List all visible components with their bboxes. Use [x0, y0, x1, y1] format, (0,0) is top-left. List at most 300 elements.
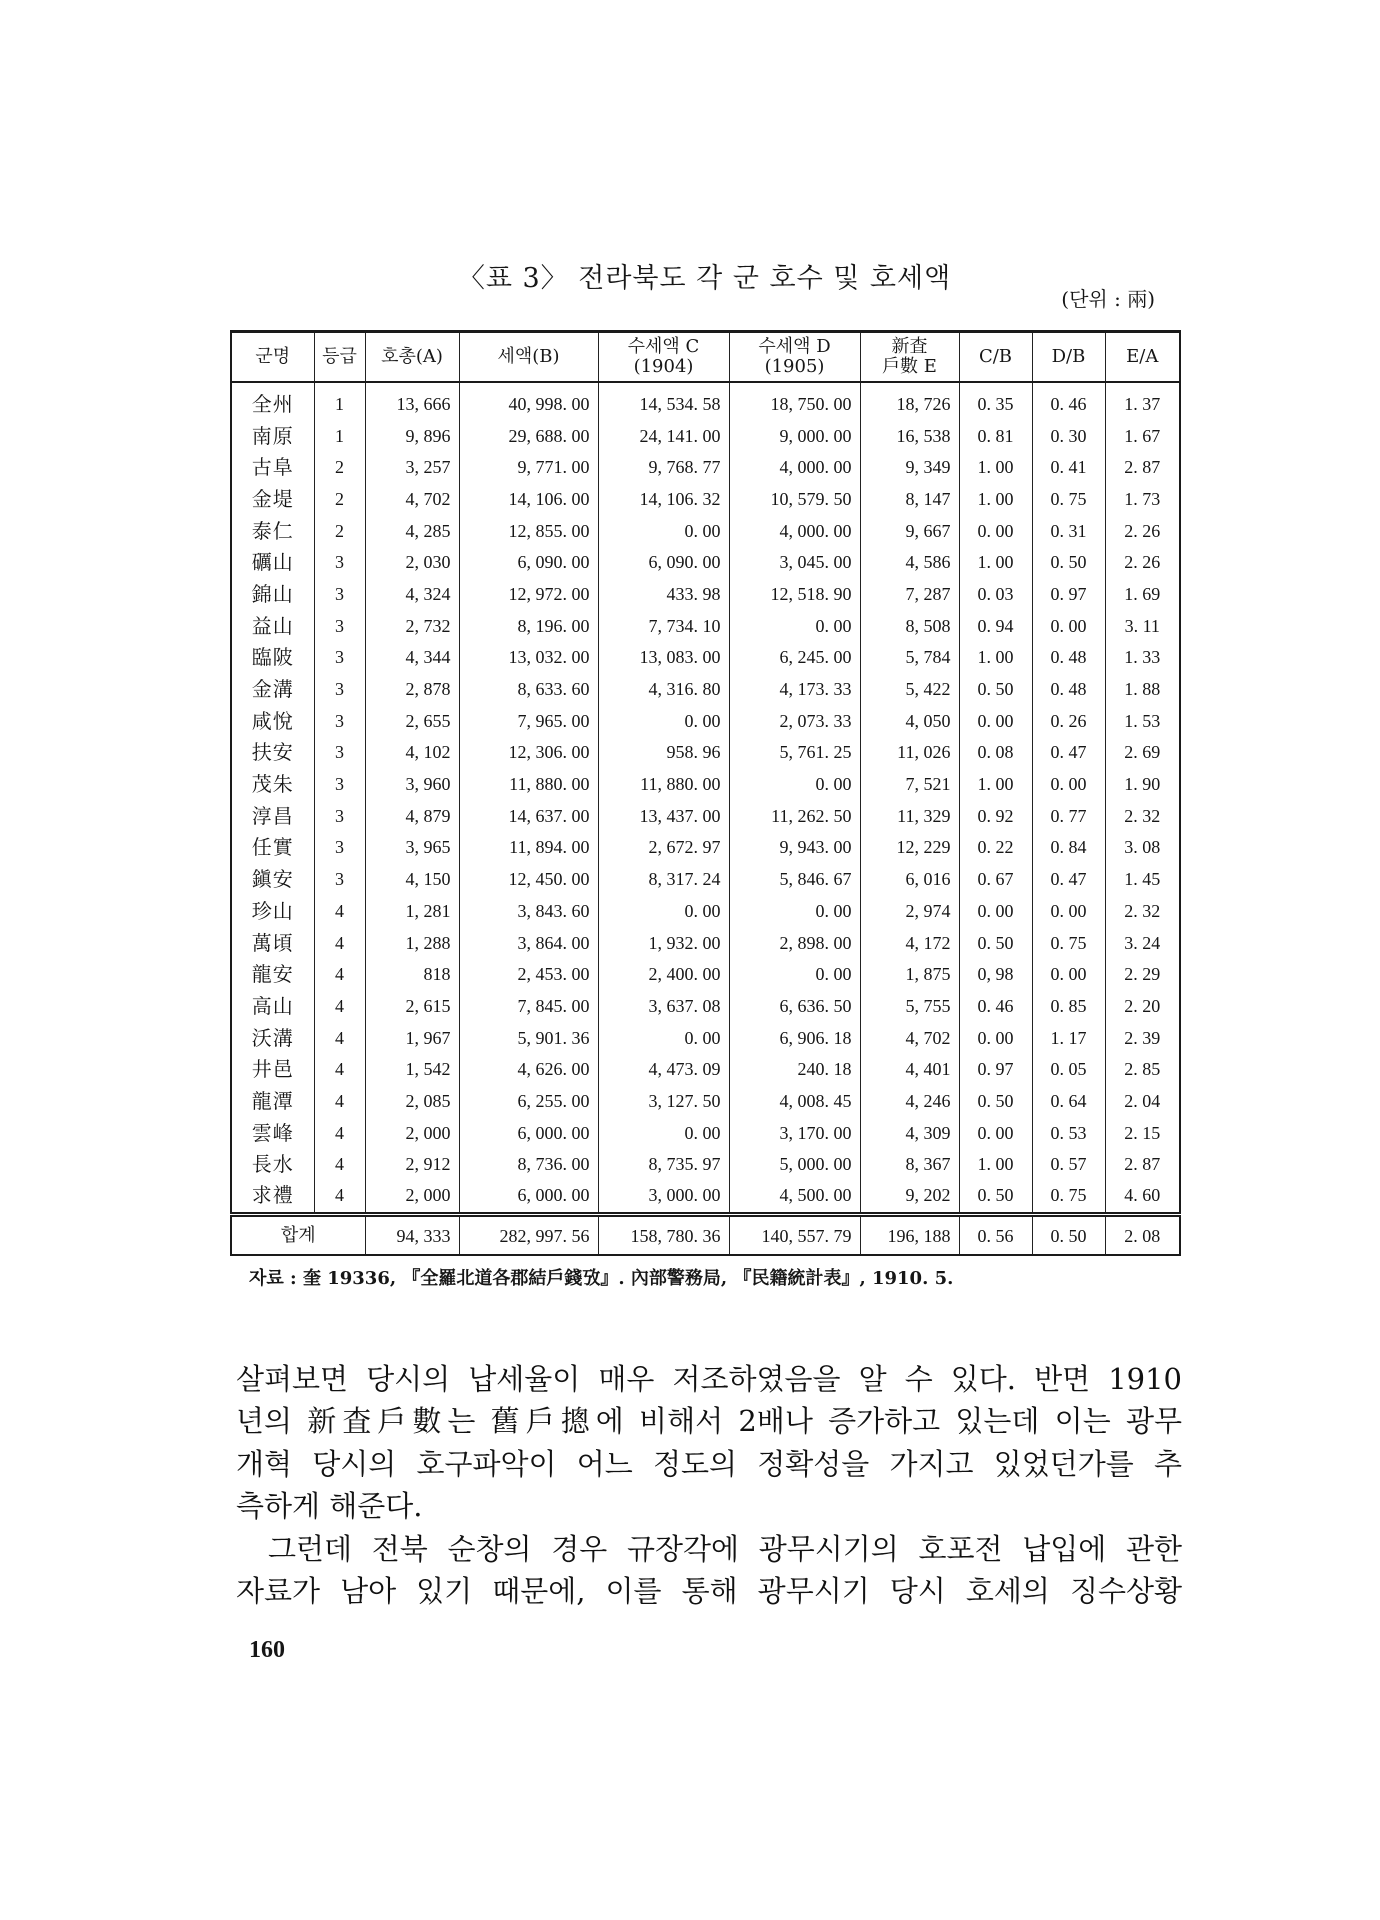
total-new-households-e: 196, 188 [860, 1215, 959, 1255]
table-row [231, 895, 1180, 927]
cell-tax-b: 13, 032. 00 [459, 642, 598, 674]
cell-ratio-e-a: 1. 90 [1105, 768, 1180, 800]
cell-ratio-c-b: 0. 22 [959, 832, 1032, 864]
cell-tax-b: 7, 965. 00 [459, 705, 598, 737]
cell-collected-d-1905: 2, 073. 33 [729, 705, 860, 737]
cell-ratio-c-b: 0. 50 [959, 1180, 1032, 1215]
cell-ratio-e-a: 1. 88 [1105, 673, 1180, 705]
cell-households-a: 9, 896 [365, 420, 459, 452]
cell-county-name: 珍山 [231, 895, 314, 927]
table-row [231, 1085, 1180, 1117]
cell-new-households-e: 6, 016 [860, 863, 959, 895]
cell-collected-c-1904: 13, 083. 00 [598, 642, 729, 674]
cell-ratio-e-a: 4. 60 [1105, 1180, 1180, 1215]
cell-households-a: 13, 666 [365, 382, 459, 420]
cell-new-households-e: 8, 147 [860, 483, 959, 515]
cell-grade: 3 [314, 642, 365, 674]
cell-ratio-e-a: 1. 45 [1105, 863, 1180, 895]
cell-county-name: 任實 [231, 832, 314, 864]
cell-ratio-e-a: 2. 04 [1105, 1085, 1180, 1117]
cell-new-households-e: 9, 202 [860, 1180, 959, 1215]
cell-ratio-d-b: 0. 00 [1032, 768, 1105, 800]
cell-households-a: 1, 967 [365, 1022, 459, 1054]
total-tax-b: 282, 997. 56 [459, 1215, 598, 1255]
cell-tax-b: 8, 736. 00 [459, 1149, 598, 1181]
cell-ratio-e-a: 2. 29 [1105, 958, 1180, 990]
cell-grade: 4 [314, 1085, 365, 1117]
cell-ratio-c-b: 0. 00 [959, 515, 1032, 547]
cell-grade: 3 [314, 737, 365, 769]
cell-households-a: 2, 655 [365, 705, 459, 737]
header-tax-b [459, 332, 598, 383]
cell-collected-c-1904: 11, 880. 00 [598, 768, 729, 800]
cell-ratio-e-a: 1. 73 [1105, 483, 1180, 515]
header-households-a [365, 332, 459, 383]
table-row [231, 546, 1180, 578]
cell-county-name: 龍潭 [231, 1085, 314, 1117]
cell-county-name: 求禮 [231, 1180, 314, 1215]
header-county-name [231, 332, 314, 383]
cell-ratio-d-b: 0. 00 [1032, 895, 1105, 927]
cell-collected-c-1904: 0. 00 [598, 895, 729, 927]
cell-ratio-c-b: 1. 00 [959, 768, 1032, 800]
cell-new-households-e: 11, 329 [860, 800, 959, 832]
cell-ratio-c-b: 0. 46 [959, 990, 1032, 1022]
paragraph [236, 1528, 1182, 1613]
total-households-a: 94, 333 [365, 1215, 459, 1255]
cell-new-households-e: 11, 026 [860, 737, 959, 769]
table-row [231, 737, 1180, 769]
cell-new-households-e: 8, 508 [860, 610, 959, 642]
cell-county-name: 龍安 [231, 958, 314, 990]
cell-ratio-e-a: 3. 08 [1105, 832, 1180, 864]
cell-ratio-c-b: 1. 00 [959, 642, 1032, 674]
cell-grade: 3 [314, 546, 365, 578]
cell-new-households-e: 1, 875 [860, 958, 959, 990]
cell-tax-b: 40, 998. 00 [459, 382, 598, 420]
cell-collected-d-1905: 0. 00 [729, 768, 860, 800]
table-row [231, 1053, 1180, 1085]
cell-ratio-d-b: 0. 48 [1032, 642, 1105, 674]
cell-collected-c-1904: 13, 437. 00 [598, 800, 729, 832]
header-ratio-d-b [1032, 332, 1105, 383]
total-ratio-c-b: 0. 56 [959, 1215, 1032, 1255]
cell-ratio-e-a: 2. 32 [1105, 800, 1180, 832]
table-row [231, 420, 1180, 452]
table-row [231, 832, 1180, 864]
cell-collected-c-1904: 24, 141. 00 [598, 420, 729, 452]
cell-households-a: 4, 344 [365, 642, 459, 674]
cell-grade: 4 [314, 1053, 365, 1085]
body-text [236, 1358, 1182, 1612]
cell-ratio-d-b: 0. 97 [1032, 578, 1105, 610]
cell-county-name: 萬頃 [231, 927, 314, 959]
cell-households-a: 3, 960 [365, 768, 459, 800]
cell-grade: 2 [314, 483, 365, 515]
cell-households-a: 2, 615 [365, 990, 459, 1022]
cell-households-a: 4, 150 [365, 863, 459, 895]
cell-new-households-e: 5, 422 [860, 673, 959, 705]
cell-tax-b: 6, 090. 00 [459, 546, 598, 578]
cell-ratio-e-a: 2. 20 [1105, 990, 1180, 1022]
cell-ratio-d-b: 0. 75 [1032, 483, 1105, 515]
cell-new-households-e: 12, 229 [860, 832, 959, 864]
cell-collected-c-1904: 9, 768. 77 [598, 451, 729, 483]
cell-collected-d-1905: 9, 943. 00 [729, 832, 860, 864]
cell-ratio-d-b: 0. 47 [1032, 863, 1105, 895]
cell-new-households-e: 5, 784 [860, 642, 959, 674]
cell-grade: 4 [314, 895, 365, 927]
cell-tax-b: 4, 626. 00 [459, 1053, 598, 1085]
cell-households-a: 2, 732 [365, 610, 459, 642]
cell-new-households-e: 9, 667 [860, 515, 959, 547]
cell-collected-d-1905: 4, 500. 00 [729, 1180, 860, 1215]
cell-county-name: 茂朱 [231, 768, 314, 800]
cell-ratio-d-b: 0. 31 [1032, 515, 1105, 547]
cell-ratio-d-b: 0. 30 [1032, 420, 1105, 452]
cell-grade: 4 [314, 958, 365, 990]
cell-grade: 4 [314, 1117, 365, 1149]
cell-ratio-e-a: 2. 32 [1105, 895, 1180, 927]
table-header-row [231, 332, 1180, 383]
cell-tax-b: 14, 637. 00 [459, 800, 598, 832]
cell-new-households-e: 18, 726 [860, 382, 959, 420]
cell-households-a: 4, 324 [365, 578, 459, 610]
cell-new-households-e: 4, 586 [860, 546, 959, 578]
cell-county-name: 泰仁 [231, 515, 314, 547]
cell-tax-b: 3, 864. 00 [459, 927, 598, 959]
total-label: 합계 [231, 1215, 365, 1255]
header-line: 新査 [891, 336, 928, 357]
cell-ratio-d-b: 0. 47 [1032, 737, 1105, 769]
cell-grade: 2 [314, 515, 365, 547]
cell-collected-d-1905: 10, 579. 50 [729, 483, 860, 515]
cell-grade: 1 [314, 420, 365, 452]
cell-ratio-d-b: 0. 48 [1032, 673, 1105, 705]
table-row [231, 578, 1180, 610]
cell-grade: 3 [314, 832, 365, 864]
table-row [231, 1022, 1180, 1054]
cell-grade: 3 [314, 673, 365, 705]
cell-ratio-e-a: 1. 53 [1105, 705, 1180, 737]
cell-collected-c-1904: 14, 534. 58 [598, 382, 729, 420]
cell-tax-b: 8, 633. 60 [459, 673, 598, 705]
cell-ratio-c-b: 0, 98 [959, 958, 1032, 990]
cell-households-a: 4, 285 [365, 515, 459, 547]
table-row [231, 800, 1180, 832]
cell-collected-c-1904: 8, 735. 97 [598, 1149, 729, 1181]
cell-tax-b: 2, 453. 00 [459, 958, 598, 990]
table-row [231, 451, 1180, 483]
header-line: 戶數 E [882, 356, 937, 377]
cell-grade: 3 [314, 800, 365, 832]
cell-county-name: 沃溝 [231, 1022, 314, 1054]
cell-collected-c-1904: 0. 00 [598, 515, 729, 547]
table-row [231, 673, 1180, 705]
cell-ratio-e-a: 2. 15 [1105, 1117, 1180, 1149]
table-row [231, 958, 1180, 990]
cell-collected-c-1904: 3, 000. 00 [598, 1180, 729, 1215]
cell-county-name: 臨陂 [231, 642, 314, 674]
cell-ratio-e-a: 2. 26 [1105, 546, 1180, 578]
cell-collected-d-1905: 0. 00 [729, 610, 860, 642]
cell-county-name: 雲峰 [231, 1117, 314, 1149]
cell-ratio-e-a: 1. 37 [1105, 382, 1180, 420]
cell-tax-b: 6, 000. 00 [459, 1180, 598, 1215]
cell-tax-b: 11, 880. 00 [459, 768, 598, 800]
header-line: 군명 [255, 346, 291, 367]
cell-ratio-c-b: 0. 00 [959, 895, 1032, 927]
table-row [231, 705, 1180, 737]
cell-households-a: 3, 257 [365, 451, 459, 483]
cell-grade: 3 [314, 578, 365, 610]
cell-households-a: 1, 542 [365, 1053, 459, 1085]
cell-ratio-c-b: 0. 50 [959, 1085, 1032, 1117]
cell-grade: 4 [314, 1022, 365, 1054]
cell-grade: 4 [314, 1149, 365, 1181]
cell-new-households-e: 4, 401 [860, 1053, 959, 1085]
cell-ratio-d-b: 0. 53 [1032, 1117, 1105, 1149]
cell-ratio-c-b: 0. 03 [959, 578, 1032, 610]
cell-county-name: 全州 [231, 382, 314, 420]
cell-collected-c-1904: 3, 637. 08 [598, 990, 729, 1022]
cell-new-households-e: 4, 309 [860, 1117, 959, 1149]
header-ratio-e-a [1105, 332, 1180, 383]
cell-tax-b: 6, 000. 00 [459, 1117, 598, 1149]
cell-new-households-e: 4, 702 [860, 1022, 959, 1054]
cell-county-name: 金溝 [231, 673, 314, 705]
cell-county-name: 南原 [231, 420, 314, 452]
table-row [231, 990, 1180, 1022]
cell-collected-c-1904: 0. 00 [598, 1117, 729, 1149]
cell-tax-b: 5, 901. 36 [459, 1022, 598, 1054]
total-row [231, 1215, 1180, 1255]
cell-ratio-c-b: 0. 35 [959, 382, 1032, 420]
cell-ratio-e-a: 3. 24 [1105, 927, 1180, 959]
cell-county-name: 益山 [231, 610, 314, 642]
cell-ratio-c-b: 0. 00 [959, 1117, 1032, 1149]
cell-ratio-c-b: 1. 00 [959, 483, 1032, 515]
cell-collected-c-1904: 7, 734. 10 [598, 610, 729, 642]
table-row [231, 642, 1180, 674]
cell-new-households-e: 7, 287 [860, 578, 959, 610]
table-row [231, 927, 1180, 959]
source-note: 자료 : 奎 19336, 『全羅北道各郡結戶錢攷』. 內部警務局, 『民籍統計表』, 1910. 5. [249, 1268, 954, 1289]
cell-tax-b: 12, 450. 00 [459, 863, 598, 895]
cell-tax-b: 11, 894. 00 [459, 832, 598, 864]
cell-grade: 3 [314, 863, 365, 895]
cell-households-a: 2, 000 [365, 1117, 459, 1149]
cell-county-name: 咸悅 [231, 705, 314, 737]
header-grade [314, 332, 365, 383]
cell-ratio-d-b: 1. 17 [1032, 1022, 1105, 1054]
cell-ratio-d-b: 0. 85 [1032, 990, 1105, 1022]
cell-ratio-d-b: 0. 77 [1032, 800, 1105, 832]
cell-ratio-d-b: 0. 64 [1032, 1085, 1105, 1117]
cell-county-name: 長水 [231, 1149, 314, 1181]
cell-households-a: 2, 030 [365, 546, 459, 578]
data-table [230, 330, 1181, 1256]
header-line: 세액(B) [497, 346, 560, 367]
cell-grade: 1 [314, 382, 365, 420]
cell-county-name: 扶安 [231, 737, 314, 769]
cell-collected-c-1904: 4, 473. 09 [598, 1053, 729, 1085]
cell-ratio-d-b: 0. 05 [1032, 1053, 1105, 1085]
cell-ratio-c-b: 1. 00 [959, 546, 1032, 578]
cell-ratio-c-b: 0. 50 [959, 673, 1032, 705]
cell-ratio-d-b: 0. 57 [1032, 1149, 1105, 1181]
table-row [231, 768, 1180, 800]
cell-collected-d-1905: 3, 170. 00 [729, 1117, 860, 1149]
cell-county-name: 淳昌 [231, 800, 314, 832]
cell-collected-c-1904: 8, 317. 24 [598, 863, 729, 895]
cell-county-name: 金堤 [231, 483, 314, 515]
table-row [231, 610, 1180, 642]
cell-ratio-d-b: 0. 26 [1032, 705, 1105, 737]
total-collected-d-1905: 140, 557. 79 [729, 1215, 860, 1255]
header-line: (1905) [764, 356, 825, 377]
cell-tax-b: 12, 306. 00 [459, 737, 598, 769]
cell-collected-c-1904: 958. 96 [598, 737, 729, 769]
table-row [231, 483, 1180, 515]
cell-new-households-e: 16, 538 [860, 420, 959, 452]
cell-collected-d-1905: 4, 000. 00 [729, 515, 860, 547]
header-line: 수세액 C [627, 336, 700, 357]
cell-county-name: 錦山 [231, 578, 314, 610]
cell-grade: 4 [314, 927, 365, 959]
cell-collected-c-1904: 4, 316. 80 [598, 673, 729, 705]
table-title: 〈표 3〉 전라북도 각 군 호수 및 호세액 [457, 263, 952, 294]
cell-ratio-c-b: 0. 08 [959, 737, 1032, 769]
cell-ratio-e-a: 1. 33 [1105, 642, 1180, 674]
cell-county-name: 古阜 [231, 451, 314, 483]
cell-collected-c-1904: 433. 98 [598, 578, 729, 610]
paragraph [236, 1358, 1182, 1528]
header-collected-c-1904 [598, 332, 729, 383]
cell-households-a: 4, 102 [365, 737, 459, 769]
text-line: 자료가 남아 있기 때문에, 이를 통해 광무시기 당시 호세의 징수상황 [236, 1574, 1182, 1609]
cell-ratio-d-b: 0. 46 [1032, 382, 1105, 420]
cell-tax-b: 14, 106. 00 [459, 483, 598, 515]
cell-ratio-d-b: 0. 50 [1032, 546, 1105, 578]
cell-grade: 3 [314, 705, 365, 737]
total-ratio-d-b: 0. 50 [1032, 1215, 1105, 1255]
cell-collected-d-1905: 2, 898. 00 [729, 927, 860, 959]
cell-collected-d-1905: 12, 518. 90 [729, 578, 860, 610]
cell-ratio-d-b: 0. 00 [1032, 610, 1105, 642]
cell-ratio-d-b: 0. 84 [1032, 832, 1105, 864]
header-line: 호총(A) [381, 346, 443, 367]
cell-collected-d-1905: 4, 173. 33 [729, 673, 860, 705]
text-line: 년의 新査戶數는 舊戶摠에 비해서 2배나 증가하고 있는데 이는 광무 [236, 1404, 1182, 1439]
cell-ratio-d-b: 0. 00 [1032, 958, 1105, 990]
header-ratio-c-b [959, 332, 1032, 383]
cell-tax-b: 12, 972. 00 [459, 578, 598, 610]
cell-collected-d-1905: 11, 262. 50 [729, 800, 860, 832]
table-row [231, 515, 1180, 547]
cell-ratio-d-b: 0. 75 [1032, 1180, 1105, 1215]
cell-collected-c-1904: 1, 932. 00 [598, 927, 729, 959]
header-new-households-e [860, 332, 959, 383]
cell-households-a: 1, 288 [365, 927, 459, 959]
table-unit-label: (단위 : 兩) [1061, 287, 1155, 311]
cell-collected-d-1905: 3, 045. 00 [729, 546, 860, 578]
cell-collected-d-1905: 4, 008. 45 [729, 1085, 860, 1117]
cell-ratio-e-a: 2. 26 [1105, 515, 1180, 547]
header-line: (1904) [633, 356, 694, 377]
cell-collected-d-1905: 18, 750. 00 [729, 382, 860, 420]
cell-collected-d-1905: 240. 18 [729, 1053, 860, 1085]
cell-ratio-c-b: 1. 00 [959, 451, 1032, 483]
cell-collected-c-1904: 3, 127. 50 [598, 1085, 729, 1117]
cell-new-households-e: 8, 367 [860, 1149, 959, 1181]
cell-ratio-c-b: 1. 00 [959, 1149, 1032, 1181]
cell-ratio-c-b: 0. 97 [959, 1053, 1032, 1085]
cell-ratio-c-b: 0. 92 [959, 800, 1032, 832]
cell-tax-b: 12, 855. 00 [459, 515, 598, 547]
cell-households-a: 2, 912 [365, 1149, 459, 1181]
cell-households-a: 1, 281 [365, 895, 459, 927]
table-row [231, 863, 1180, 895]
cell-new-households-e: 9, 349 [860, 451, 959, 483]
cell-collected-c-1904: 0. 00 [598, 705, 729, 737]
cell-ratio-e-a: 2. 87 [1105, 1149, 1180, 1181]
cell-ratio-e-a: 2. 85 [1105, 1053, 1180, 1085]
cell-new-households-e: 4, 172 [860, 927, 959, 959]
text-line: 측하게 해준다. [236, 1489, 423, 1524]
text-line: 그런데 전북 순창의 경우 규장각에 광무시기의 호포전 납입에 관한 [268, 1531, 1182, 1566]
cell-ratio-c-b: 0. 81 [959, 420, 1032, 452]
cell-collected-d-1905: 5, 846. 67 [729, 863, 860, 895]
cell-new-households-e: 7, 521 [860, 768, 959, 800]
cell-new-households-e: 4, 246 [860, 1085, 959, 1117]
cell-tax-b: 3, 843. 60 [459, 895, 598, 927]
cell-ratio-e-a: 3. 11 [1105, 610, 1180, 642]
cell-ratio-e-a: 1. 69 [1105, 578, 1180, 610]
cell-households-a: 3, 965 [365, 832, 459, 864]
cell-collected-d-1905: 5, 761. 25 [729, 737, 860, 769]
cell-ratio-e-a: 1. 67 [1105, 420, 1180, 452]
header-line: 등급 [322, 346, 357, 367]
cell-households-a: 4, 879 [365, 800, 459, 832]
cell-ratio-e-a: 2. 87 [1105, 451, 1180, 483]
table-body [231, 382, 1180, 1215]
cell-collected-c-1904: 14, 106. 32 [598, 483, 729, 515]
cell-new-households-e: 5, 755 [860, 990, 959, 1022]
total-ratio-e-a: 2. 08 [1105, 1215, 1180, 1255]
page-number: 160 [249, 1637, 285, 1663]
header-line: 수세액 D [758, 336, 831, 357]
cell-grade: 4 [314, 1180, 365, 1215]
cell-ratio-e-a: 2. 69 [1105, 737, 1180, 769]
cell-grade: 3 [314, 610, 365, 642]
cell-tax-b: 29, 688. 00 [459, 420, 598, 452]
text-line: 개혁 당시의 호구파악이 어느 정도의 정확성을 가지고 있었던가를 추 [236, 1446, 1182, 1481]
cell-county-name: 鎭安 [231, 863, 314, 895]
cell-ratio-d-b: 0. 41 [1032, 451, 1105, 483]
table-row [231, 1180, 1180, 1215]
cell-collected-c-1904: 2, 400. 00 [598, 958, 729, 990]
cell-collected-d-1905: 4, 000. 00 [729, 451, 860, 483]
text-line: 살펴보면 당시의 납세율이 매우 저조하였음을 알 수 있다. 반면 1910 [236, 1362, 1182, 1396]
cell-grade: 2 [314, 451, 365, 483]
total-collected-c-1904: 158, 780. 36 [598, 1215, 729, 1255]
cell-ratio-c-b: 0. 50 [959, 927, 1032, 959]
cell-households-a: 818 [365, 958, 459, 990]
cell-tax-b: 9, 771. 00 [459, 451, 598, 483]
cell-collected-d-1905: 5, 000. 00 [729, 1149, 860, 1181]
cell-collected-c-1904: 6, 090. 00 [598, 546, 729, 578]
